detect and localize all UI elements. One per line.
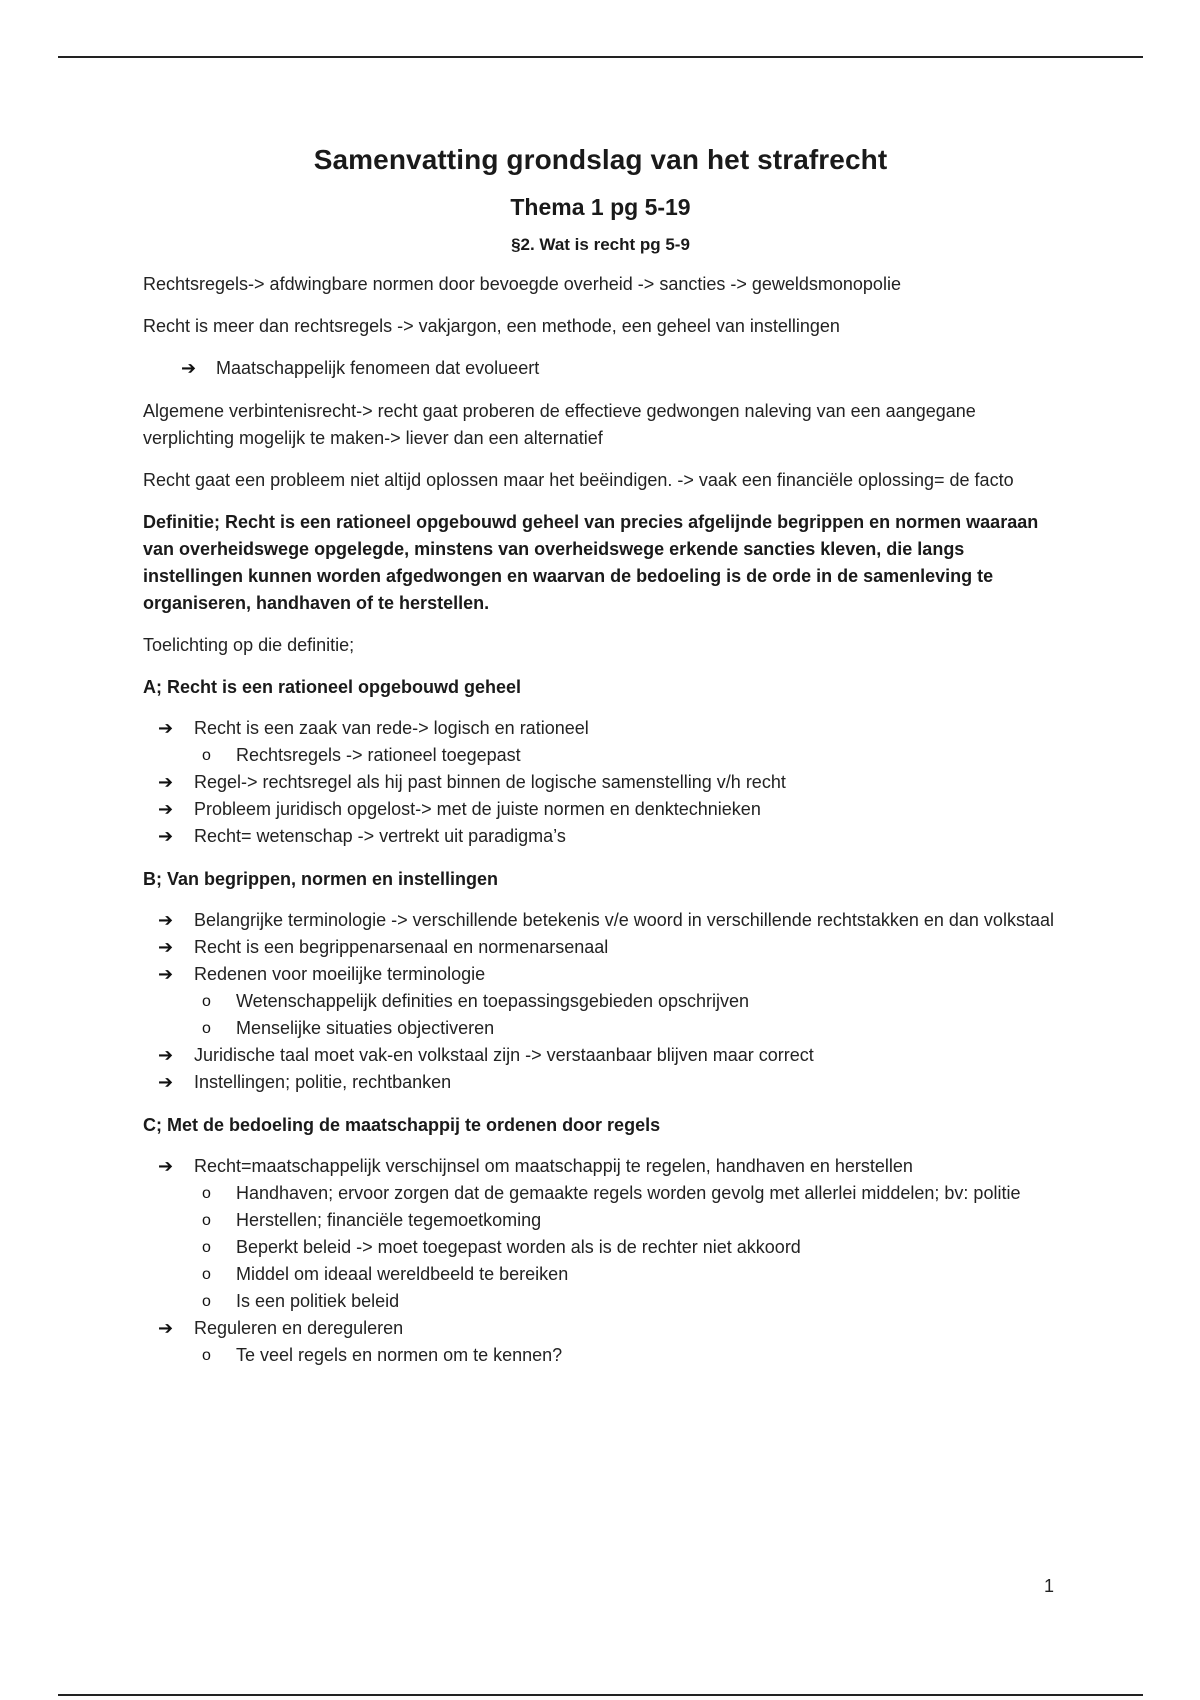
sub-list-item-text: Herstellen; financiële tegemoetkoming [236, 1210, 542, 1230]
intro-paragraph-2: Recht is meer dan rechtsregels -> vakjargon, een methode, een geheel van instellingen [143, 316, 840, 336]
sub-list-item-text: Te veel regels en normen om te kennen? [236, 1345, 563, 1365]
bullet-list [143, 1153, 1058, 1369]
list-item-text: Recht is een zaak van rede-> logisch en rationeel [194, 718, 589, 738]
arrow-bullet-icon: ➔ [158, 937, 174, 957]
list-item [143, 769, 1058, 796]
circle-bullet-icon: o [202, 1293, 211, 1310]
page-number: 1 [1044, 1576, 1055, 1596]
list-item [143, 934, 1058, 961]
subsections [143, 674, 1058, 1369]
sub-list-item [143, 1207, 1058, 1234]
sub-list-item-text: Is een politiek beleid [236, 1291, 400, 1311]
circle-bullet-icon: o [202, 1266, 211, 1283]
sub-list-item-text: Middel om ideaal wereldbeeld te bereiken [236, 1264, 569, 1284]
arrow-bullet-icon: ➔ [181, 358, 197, 378]
list-item [143, 715, 1058, 742]
list-item [143, 796, 1058, 823]
sub-list-item [143, 742, 1058, 769]
arrow-bullet-icon: ➔ [158, 826, 174, 846]
circle-bullet-icon: o [202, 1185, 211, 1202]
arrow-bullet-icon: ➔ [158, 772, 174, 792]
sub-list-item [143, 1261, 1058, 1288]
sub-list-item [143, 1180, 1058, 1207]
circle-bullet-icon: o [202, 1239, 211, 1256]
definition-paragraph: Definitie; Recht is een rationeel opgebouwd geheel van precies afgelijnde begrippen en normen waaraan van overheidswege opgelegde, minstens van overheidswege erkende sancties kleven, die langs instellingen kunnen worden afgedwongen en waarvan de bedoeling is de orde in de samenleving te organiseren, handhaven of te herstellen. [143, 512, 1039, 613]
sub-list-item-text: Wetenschappelijk definities en toepassingsgebieden opschrijven [236, 991, 749, 1011]
subsection-heading: A; Recht is een rationeel opgebouwd geheel [143, 677, 522, 697]
circle-bullet-icon: o [202, 1347, 211, 1364]
sub-list-item [143, 988, 1058, 1015]
list-item [143, 961, 1058, 988]
document-body [143, 144, 1058, 1385]
page-top-rule [58, 56, 1143, 58]
arrow-bullet-icon: ➔ [158, 1156, 174, 1176]
sub-list-item-text: Menselijke situaties objectiveren [236, 1018, 495, 1038]
list-item [143, 1153, 1058, 1180]
section-heading: §2. Wat is recht pg 5-9 [511, 235, 690, 254]
list-item-text: Reguleren en dereguleren [194, 1318, 404, 1338]
list-item-text: Redenen voor moeilijke terminologie [194, 964, 486, 984]
subsection-heading: C; Met de bedoeling de maatschappij te ordenen door regels [143, 1115, 661, 1135]
list-item [143, 1069, 1058, 1096]
circle-bullet-icon: o [202, 1020, 211, 1037]
list-item-text: Belangrijke terminologie -> verschillende betekenis v/e woord in verschillende rechtstakken en dan volkstaal [194, 910, 1054, 930]
bullet-list [143, 907, 1058, 1096]
document-subtitle: Thema 1 pg 5-19 [510, 194, 691, 220]
sub-list-item [143, 1015, 1058, 1042]
list-item-text: Maatschappelijk fenomeen dat evolueert [216, 358, 540, 378]
sub-list-item [143, 1342, 1058, 1369]
sub-list-item [143, 1234, 1058, 1261]
subsection-heading: B; Van begrippen, normen en instellingen [143, 869, 499, 889]
list-item-text: Recht is een begrippenarsenaal en normenarsenaal [194, 937, 609, 957]
arrow-bullet-icon: ➔ [158, 799, 174, 819]
list-item-text: Juridische taal moet vak-en volkstaal zijn -> verstaanbaar blijven maar correct [194, 1045, 814, 1065]
arrow-bullet-icon: ➔ [158, 964, 174, 984]
sub-list-item-text: Rechtsregels -> rationeel toegepast [236, 745, 521, 765]
list-item [143, 907, 1058, 934]
page-bottom-rule [58, 1694, 1143, 1696]
toelichting-label: Toelichting op die definitie; [143, 635, 355, 655]
list-item [143, 1315, 1058, 1342]
list-item-text: Instellingen; politie, rechtbanken [194, 1072, 452, 1092]
circle-bullet-icon: o [202, 1212, 211, 1229]
arrow-bullet-icon: ➔ [158, 1318, 174, 1338]
sub-list-item-text: Beperkt beleid -> moet toegepast worden als is de rechter niet akkoord [236, 1237, 801, 1257]
list-item [143, 823, 1058, 850]
circle-bullet-icon: o [202, 993, 211, 1010]
bullet-list [143, 715, 1058, 850]
arrow-bullet-icon: ➔ [158, 1072, 174, 1092]
paragraph-1: Algemene verbintenisrecht-> recht gaat proberen de effectieve gedwongen naleving van een aangegane verplichting mogelijk te maken-> liever dan een alternatief [143, 401, 976, 448]
list-item [143, 1042, 1058, 1069]
circle-bullet-icon: o [202, 747, 211, 764]
list-item-text: Regel-> rechtsregel als hij past binnen de logische samenstelling v/h recht [194, 772, 786, 792]
intro-paragraph-1: Rechtsregels-> afdwingbare normen door bevoegde overheid -> sancties -> geweldsmonopolie [143, 274, 901, 294]
list-item-text: Recht= wetenschap -> vertrekt uit paradigma’s [194, 826, 566, 846]
arrow-bullet-icon: ➔ [158, 718, 174, 738]
list-item-text: Recht=maatschappelijk verschijnsel om maatschappij te regelen, handhaven en herstellen [194, 1156, 913, 1176]
sub-list-item-text: Handhaven; ervoor zorgen dat de gemaakte regels worden gevolg met allerlei middelen; bv: politie [236, 1183, 1021, 1203]
arrow-bullet-icon: ➔ [158, 910, 174, 930]
arrow-bullet-icon: ➔ [158, 1045, 174, 1065]
paragraph-2: Recht gaat een probleem niet altijd oplossen maar het beëindigen. -> vaak een financiële oplossing= de facto [143, 470, 1014, 490]
document-title: Samenvatting grondslag van het strafrecht [313, 144, 888, 175]
list-item-text: Probleem juridisch opgelost-> met de juiste normen en denktechnieken [194, 799, 761, 819]
sub-list-item [143, 1288, 1058, 1315]
list-item [143, 355, 1058, 382]
intro-bullet-list [143, 355, 1058, 382]
